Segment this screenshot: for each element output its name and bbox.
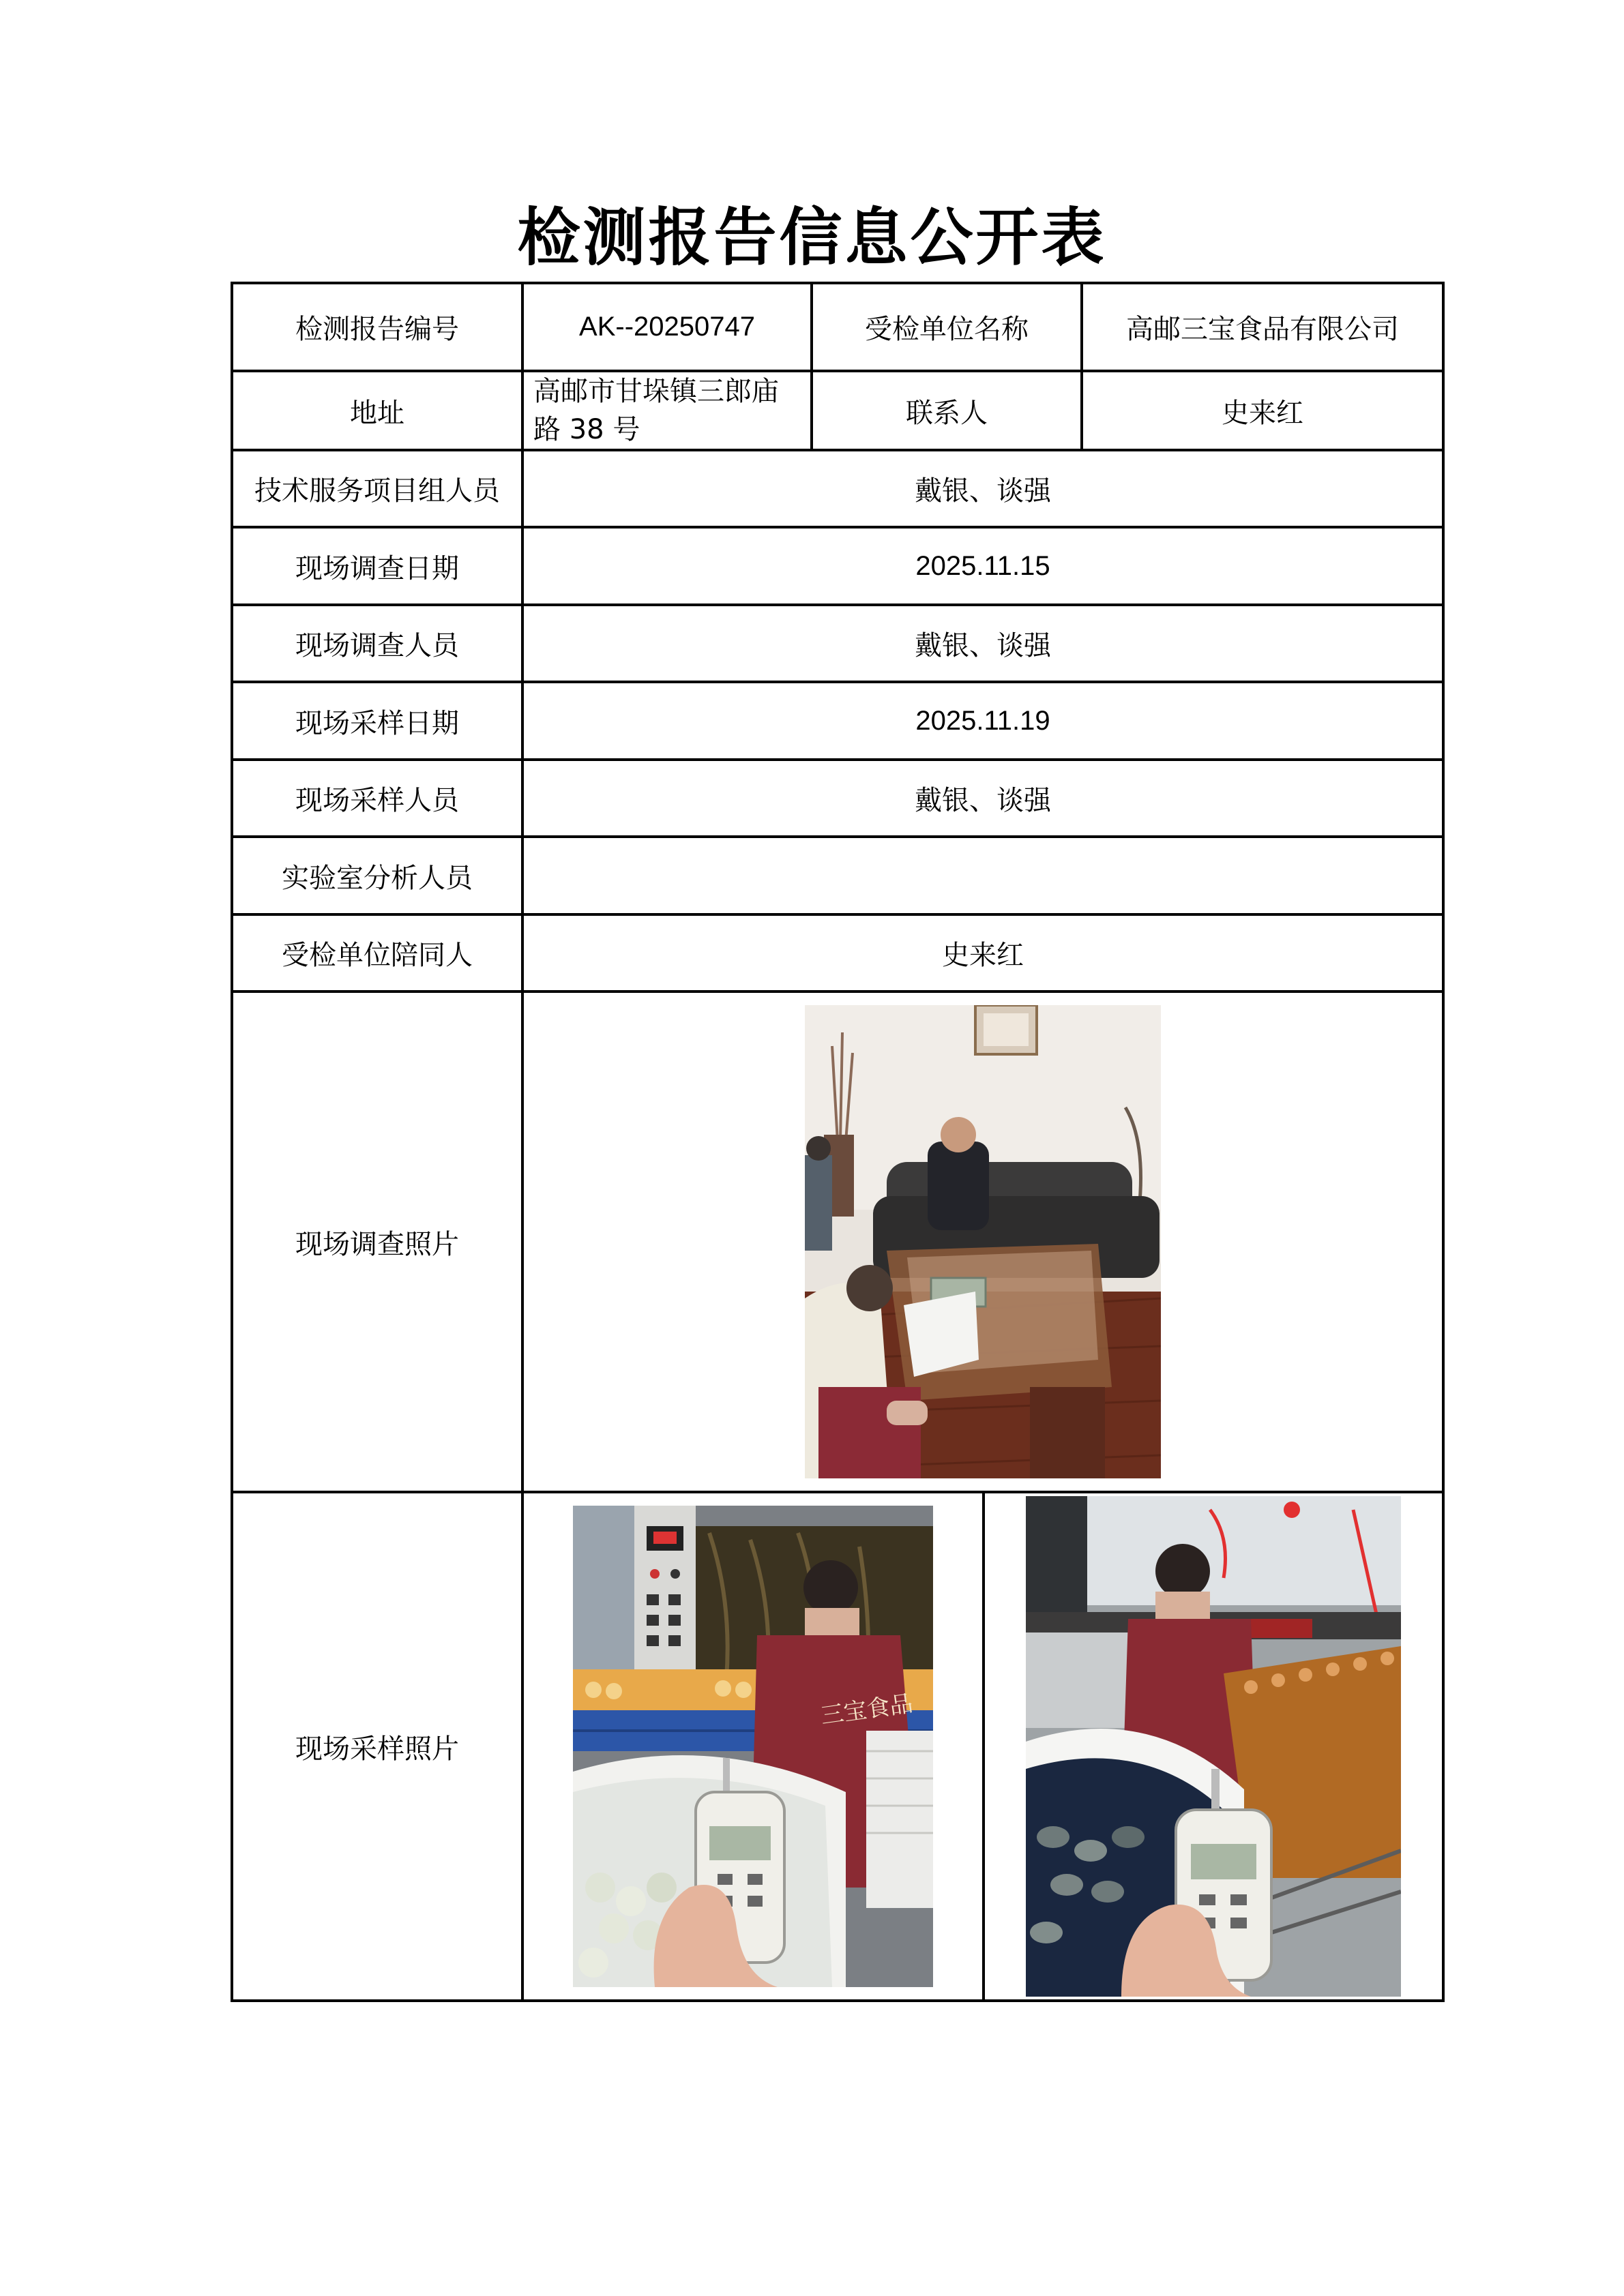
unit-value: 高邮三宝食品有限公司 (1082, 283, 1443, 371)
report-no-label: 检测报告编号 (232, 283, 522, 371)
lab-staff-label: 实验室分析人员 (232, 837, 522, 914)
table-row (232, 837, 1443, 914)
table-row (232, 914, 1443, 992)
report-no-value: AK--20250747 (522, 283, 812, 371)
table-row (232, 682, 1443, 760)
apron-text: 三宝食品 (818, 1690, 915, 1730)
page-title: 检测报告信息公开表 (517, 200, 1107, 274)
table-row (232, 992, 1443, 1492)
table-row (232, 283, 1443, 371)
survey-photo (805, 1005, 1161, 1478)
unit-label: 受检单位名称 (812, 283, 1082, 371)
table-row (232, 371, 1443, 450)
lab-staff-value (522, 837, 1443, 914)
sampling-photo-right (1026, 1496, 1401, 1997)
table-row (232, 760, 1443, 837)
escort-label: 受检单位陪同人 (232, 914, 522, 992)
sampling-photo-cell (522, 1492, 1443, 2001)
survey-date-value: 2025.11.15 (522, 527, 1443, 605)
address-label: 地址 (232, 371, 522, 450)
team-label: 技术服务项目组人员 (232, 450, 522, 527)
survey-staff-label: 现场调查人员 (232, 605, 522, 682)
report-table (231, 282, 1445, 2002)
sampling-staff-value: 戴银、谈强 (522, 760, 1443, 837)
sampling-date-value: 2025.11.19 (522, 682, 1443, 760)
survey-date-label: 现场调查日期 (232, 527, 522, 605)
survey-photo-cell (522, 992, 1443, 1492)
contact-value: 史来红 (1082, 371, 1443, 450)
table-row (232, 450, 1443, 527)
sampling-date-label: 现场采样日期 (232, 682, 522, 760)
escort-value: 史来红 (522, 914, 1443, 992)
sampling-photo-left (573, 1506, 933, 1987)
contact-label: 联系人 (812, 371, 1082, 450)
table-row (232, 605, 1443, 682)
table-row (232, 1492, 1443, 2001)
sampling-photo-label: 现场采样照片 (232, 1492, 522, 2001)
table-row (232, 527, 1443, 605)
sampling-staff-label: 现场采样人员 (232, 760, 522, 837)
address-value: 高邮市甘垛镇三郎庙路 38 号 (522, 371, 812, 450)
survey-staff-value: 戴银、谈强 (522, 605, 1443, 682)
survey-photo-label: 现场调查照片 (232, 992, 522, 1492)
team-value: 戴银、谈强 (522, 450, 1443, 527)
